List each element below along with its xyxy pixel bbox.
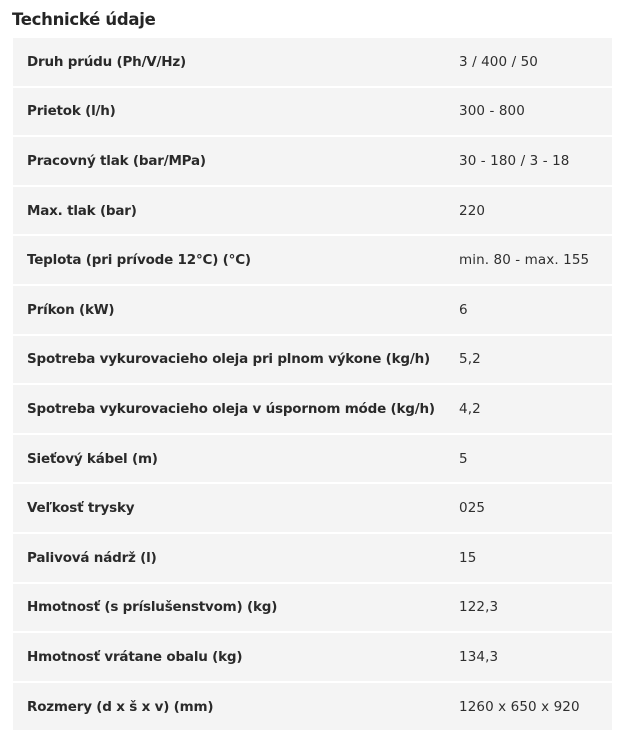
spec-value: 025 (459, 484, 612, 534)
spec-label: Pracovný tlak (bar/MPa) (13, 137, 459, 187)
table-row (13, 683, 612, 733)
spec-label: Hmotnosť vrátane obalu (kg) (13, 633, 459, 683)
spec-value: 1260 x 650 x 920 (459, 683, 612, 733)
spec-value: 5,2 (459, 336, 612, 386)
spec-label: Max. tlak (bar) (13, 187, 459, 237)
table-row (13, 336, 612, 386)
table-row (13, 38, 612, 88)
spec-label: Teplota (pri prívode 12°C) (°C) (13, 236, 459, 286)
spec-label: Hmotnosť (s príslušenstvom) (kg) (13, 584, 459, 634)
table-row (13, 88, 612, 138)
section-title: Technické údaje (12, 10, 156, 29)
spec-label: Veľkosť trysky (13, 484, 459, 534)
spec-label: Rozmery (d x š x v) (mm) (13, 683, 459, 733)
spec-table (13, 38, 612, 732)
table-row (13, 187, 612, 237)
spec-value: 220 (459, 187, 612, 237)
spec-value: 122,3 (459, 584, 612, 634)
spec-value: 30 - 180 / 3 - 18 (459, 137, 612, 187)
table-row (13, 385, 612, 435)
table-row (13, 633, 612, 683)
spec-value: min. 80 - max. 155 (459, 236, 612, 286)
table-row (13, 236, 612, 286)
table-row (13, 435, 612, 485)
spec-label: Prietok (l/h) (13, 88, 459, 138)
spec-label: Sieťový kábel (m) (13, 435, 459, 485)
spec-value: 5 (459, 435, 612, 485)
spec-label: Druh prúdu (Ph/V/Hz) (13, 38, 459, 88)
spec-value: 134,3 (459, 633, 612, 683)
table-row (13, 286, 612, 336)
spec-label: Príkon (kW) (13, 286, 459, 336)
spec-value: 6 (459, 286, 612, 336)
spec-value: 4,2 (459, 385, 612, 435)
spec-value: 15 (459, 534, 612, 584)
spec-label: Spotreba vykurovacieho oleja pri plnom výkone (kg/h) (13, 336, 459, 386)
table-row (13, 584, 612, 634)
spec-value: 300 - 800 (459, 88, 612, 138)
spec-value: 3 / 400 / 50 (459, 38, 612, 88)
table-row (13, 137, 612, 187)
table-row (13, 534, 612, 584)
spec-label: Palivová nádrž (l) (13, 534, 459, 584)
spec-label: Spotreba vykurovacieho oleja v úspornom móde (kg/h) (13, 385, 459, 435)
table-row (13, 484, 612, 534)
